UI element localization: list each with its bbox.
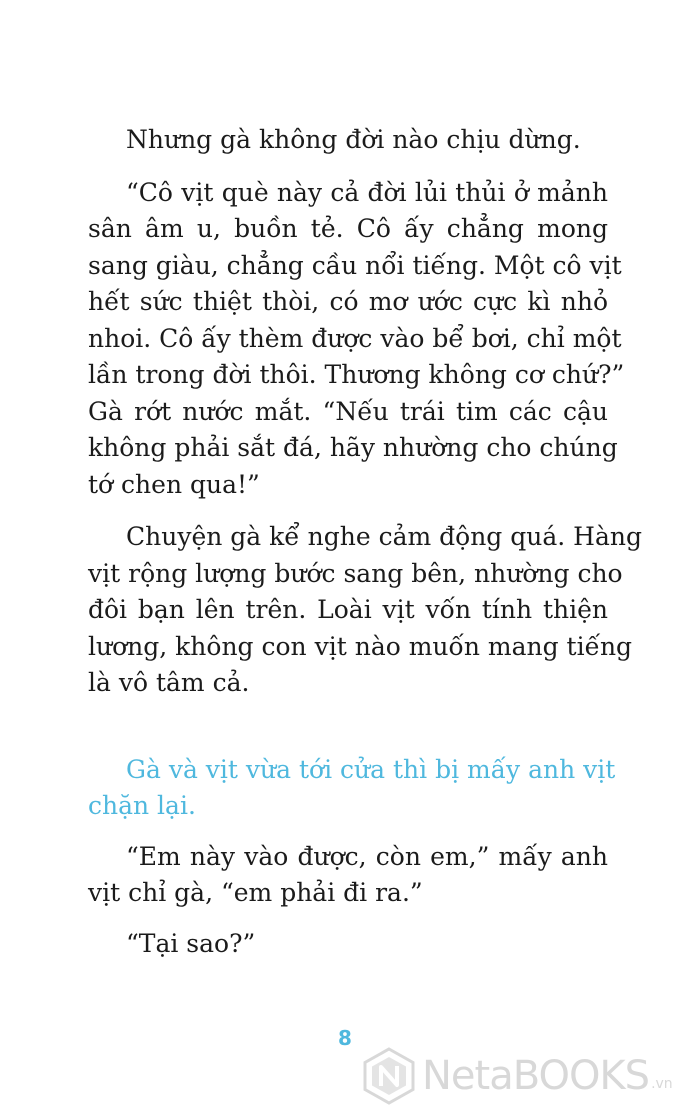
paragraph-line: vịt rộng lượng bước sang bên, nhường cho	[88, 558, 623, 588]
paragraph-line: hết sức thiệt thòi, có mơ ước cực kì nhỏ	[88, 287, 608, 316]
paragraph-line: Chuyện gà kể nghe cảm động quá. Hàng	[126, 522, 642, 551]
paragraph-line: là vô tâm cả.	[88, 668, 250, 697]
paragraph-line: sang giàu, chẳng cầu nổi tiếng. Một cô vịt	[88, 250, 622, 280]
watermark	[362, 1046, 673, 1106]
paragraph-line: tớ chen qua!”	[88, 469, 260, 499]
paragraph-line: sân âm u, buồn tẻ. Cô ấy chẳng mong	[88, 214, 608, 243]
paragraph-line: không phải sắt đá, hãy nhường cho chúng	[88, 433, 618, 462]
paragraph-line: chặn lại.	[88, 791, 196, 820]
paragraph-line: “Tại sao?”	[126, 928, 256, 958]
paragraph-line: Gà rớt nước mắt. “Nếu trái tim các cậu	[88, 396, 608, 426]
paragraph-6	[88, 926, 608, 963]
paragraph-line: đôi bạn lên trên. Loài vịt vốn tính thiện	[88, 595, 608, 624]
book-page-text	[88, 122, 642, 962]
paragraph-line: Nhưng gà không đời nào chịu dừng.	[126, 125, 581, 154]
paragraph-line: “Cô vịt què này cả đời lủi thủi ở mảnh	[126, 177, 608, 207]
paragraph-line: nhoi. Cô ấy thèm được vào bể bơi, chỉ một	[88, 323, 622, 353]
paragraph-line: lần trong đời thôi. Thương không cơ chứ?”	[88, 360, 625, 389]
paragraph-line: lương, không con vịt nào muốn mang tiếng	[88, 631, 633, 661]
paragraph-1	[88, 122, 608, 159]
paragraph-2	[88, 175, 625, 504]
netabooks-logo-icon	[362, 1047, 416, 1105]
watermark-text: NetaBOOKS	[422, 1053, 650, 1099]
paragraph-line: vịt chỉ gà, “em phải đi ra.”	[88, 878, 423, 907]
highlighted-paragraph	[88, 752, 616, 825]
paragraph-line: “Em này vào được, còn em,” mấy anh	[126, 841, 608, 871]
watermark-suffix: .vn	[651, 1076, 673, 1092]
paragraph-3	[88, 519, 642, 702]
paragraph-line: Gà và vịt vừa tới cửa thì bị mấy anh vịt	[126, 754, 616, 784]
paragraph-5	[88, 839, 608, 912]
page-number: 8	[338, 1026, 352, 1050]
